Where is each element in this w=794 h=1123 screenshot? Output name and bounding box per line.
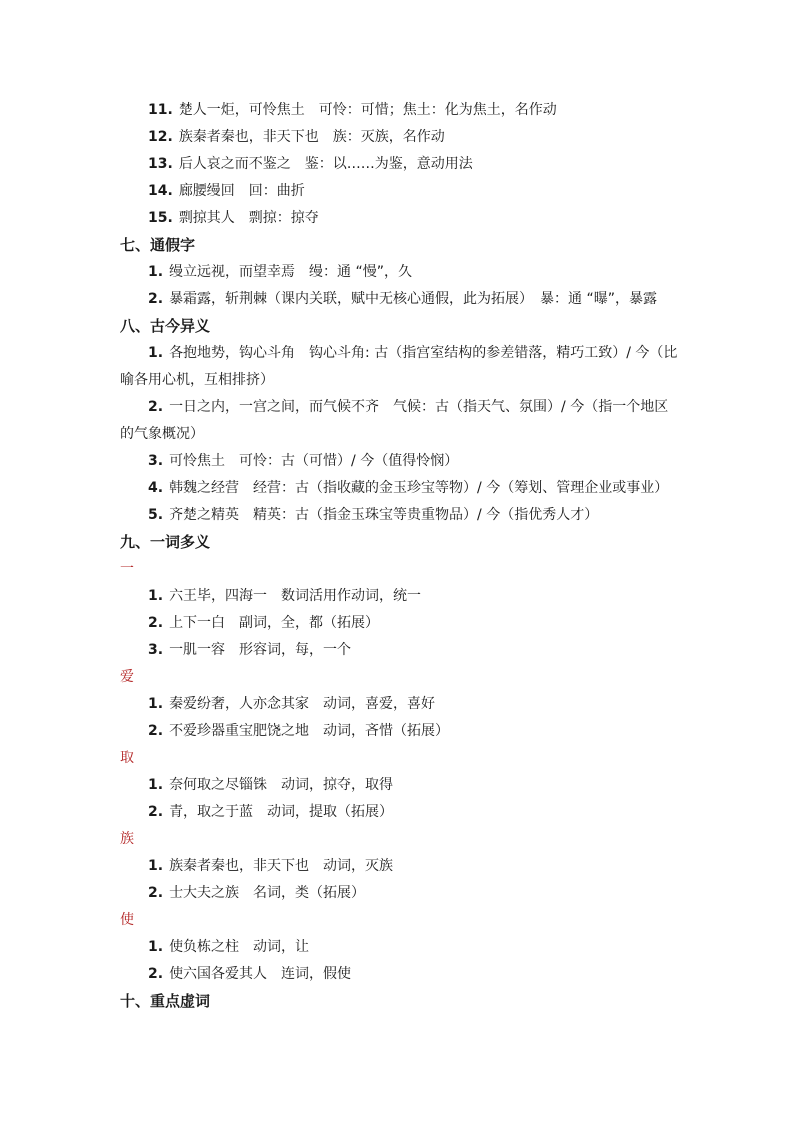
item-number: 1. (148, 858, 164, 874)
item-text: 一日之内，一宫之间，而气候不齐 气候：古（指天气、氛围）/ 今（指一个地区 (169, 399, 669, 415)
item-number: 11. (148, 102, 173, 118)
item-number: 2. (148, 885, 164, 901)
list-item (148, 181, 305, 201)
item-number: 2. (148, 723, 164, 739)
item-number: 1. (148, 696, 164, 712)
list-item (148, 289, 657, 309)
item-text: 士大夫之族 名词，类（拓展） (169, 885, 366, 901)
item-text: 剽掠其人 剽掠：掠夺 (178, 210, 319, 226)
list-item (148, 883, 365, 903)
list-item (148, 397, 668, 417)
item-number: 14. (148, 183, 173, 199)
item-number: 1. (148, 777, 164, 793)
list-item (148, 451, 458, 471)
item-number: 1. (148, 588, 164, 604)
item-number: 4. (148, 480, 164, 496)
item-number: 3. (148, 642, 164, 658)
item-text: 使负栋之柱 动词，让 (169, 939, 310, 955)
item-text: 奈何取之尽锱铢 动词，掠夺，取得 (169, 777, 394, 793)
list-item (148, 586, 421, 606)
list-item (148, 694, 435, 714)
list-item (148, 964, 351, 984)
list-item-continuation: 喻各用心机，互相排挤） (120, 372, 274, 388)
item-text: 可怜焦土 可怜：古（可惜）/ 今（值得怜悯） (169, 453, 459, 469)
list-item (148, 775, 393, 795)
item-number: 1. (148, 345, 164, 361)
item-text: 上下一白 副词，全，都（拓展） (169, 615, 380, 631)
polysemy-word: 族 (120, 831, 134, 847)
item-number: 2. (148, 804, 164, 820)
list-item (148, 100, 557, 120)
list-item (148, 937, 309, 957)
item-text: 六王毕，四海一 数词活用作动词，统一 (169, 588, 422, 604)
list-item (148, 856, 393, 876)
list-item (148, 802, 393, 822)
item-text: 不爱珍器重宝肥饶之地 动词，吝惜（拓展） (169, 723, 450, 739)
item-text: 齐楚之精英 精英：古（指金玉珠宝等贵重物品）/ 今（指优秀人才） (169, 507, 599, 523)
item-number: 15. (148, 210, 173, 226)
list-item (148, 154, 473, 174)
item-text: 廊腰缦回 回：曲折 (178, 183, 305, 199)
polysemy-word: 使 (120, 912, 134, 928)
polysemy-word: 取 (120, 750, 134, 766)
item-text: 秦爱纷奢，人亦念其家 动词，喜爱，喜好 (169, 696, 436, 712)
item-text: 楚人一炬，可怜焦土 可怜：可惜；焦土：化为焦土，名作动 (178, 102, 557, 118)
item-text: 缦立远视，而望幸焉 缦：通 “慢”，久 (169, 264, 413, 280)
polysemy-word: 一 (120, 561, 134, 577)
item-number: 1. (148, 264, 164, 280)
section-heading: 九、一词多义 (120, 533, 211, 551)
item-text: 族秦者秦也，非天下也 族：灭族，名作动 (178, 129, 445, 145)
section-heading: 七、通假字 (120, 236, 196, 254)
section-heading: 十、重点虚词 (120, 992, 211, 1010)
item-number: 13. (148, 156, 173, 172)
item-text: 韩魏之经营 经营：古（指收藏的金玉珍宝等物）/ 今（筹划、管理企业或事业） (169, 480, 669, 496)
item-number: 2. (148, 399, 164, 415)
item-number: 2. (148, 615, 164, 631)
item-text: 各抱地势，钩心斗角 钩心斗角: 古（指宫室结构的参差错落，精巧工致）/ 今（比 (169, 345, 678, 361)
item-number: 12. (148, 129, 173, 145)
list-item (148, 505, 598, 525)
item-text: 一肌一容 形容词，每，一个 (169, 642, 352, 658)
list-item (148, 613, 379, 633)
item-text: 青，取之于蓝 动词，提取（拓展） (169, 804, 394, 820)
item-text: 族秦者秦也，非天下也 动词，灭族 (169, 858, 394, 874)
list-item (148, 721, 449, 741)
section-heading: 八、古今异义 (120, 317, 211, 335)
item-number: 3. (148, 453, 164, 469)
list-item-continuation: 的气象概况） (120, 426, 204, 442)
item-text: 使六国各爱其人 连词，假使 (169, 966, 352, 982)
item-text: 暴霜露，斩荆棘（课内关联，赋中无核心通假，此为拓展） 暴：通 “曝”，暴露 (169, 291, 658, 307)
list-item (148, 640, 351, 660)
item-number: 2. (148, 966, 164, 982)
item-text: 后人哀之而不鉴之 鉴：以……为鉴，意动用法 (178, 156, 473, 172)
item-number: 5. (148, 507, 164, 523)
list-item (148, 343, 677, 363)
item-number: 2. (148, 291, 164, 307)
list-item (148, 127, 445, 147)
polysemy-word: 爱 (120, 669, 134, 685)
list-item (148, 208, 319, 228)
list-item (148, 262, 412, 282)
list-item (148, 478, 668, 498)
item-number: 1. (148, 939, 164, 955)
